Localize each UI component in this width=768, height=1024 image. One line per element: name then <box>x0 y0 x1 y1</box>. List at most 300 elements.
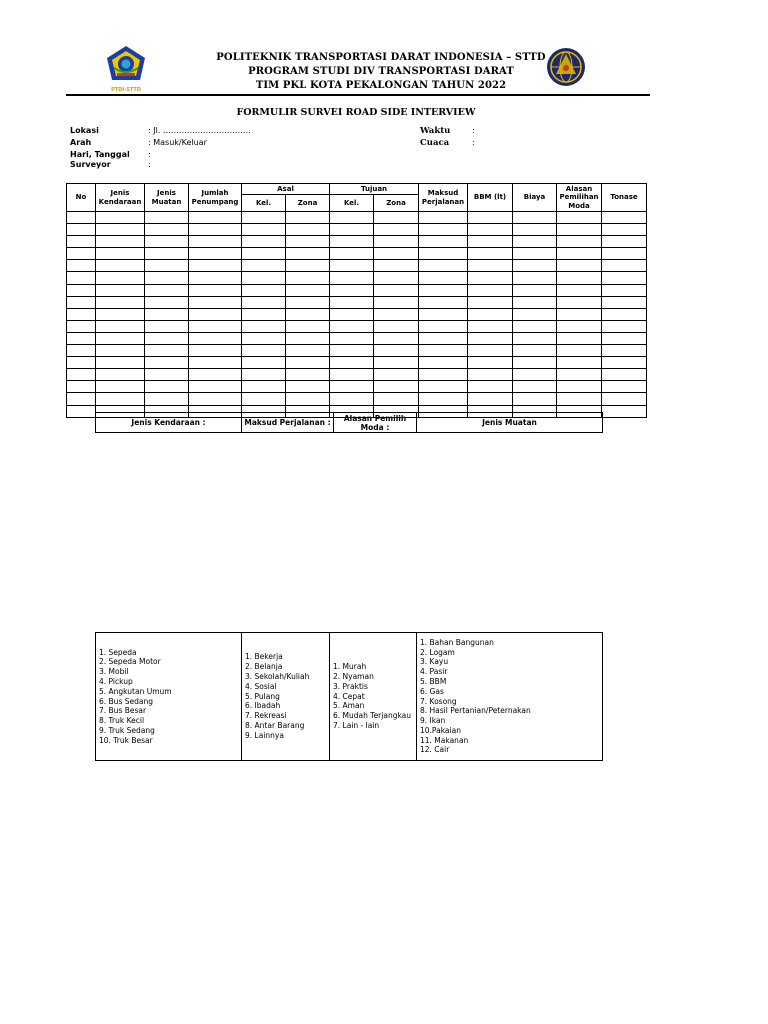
table-cell[interactable] <box>557 332 602 344</box>
list-item: 3. Sekolah/Kuliah <box>245 672 310 681</box>
list-item: 5. Aman <box>333 701 365 711</box>
table-cell[interactable] <box>419 369 468 381</box>
table-cell[interactable] <box>67 284 96 296</box>
table-cell[interactable] <box>145 357 189 369</box>
list-item: 6. Bus Sedang <box>99 696 153 706</box>
table-cell[interactable] <box>468 224 513 236</box>
table-cell[interactable] <box>419 308 468 320</box>
table-cell[interactable] <box>189 236 242 248</box>
legend-head-maksud: Maksud Perjalanan : <box>242 413 334 433</box>
table-cell[interactable] <box>468 381 513 393</box>
table-cell[interactable] <box>189 296 242 308</box>
list-item: 5. BBM <box>420 676 447 686</box>
table-cell[interactable] <box>67 369 96 381</box>
table-cell[interactable] <box>96 369 145 381</box>
table-cell[interactable] <box>96 345 145 357</box>
table-cell[interactable] <box>468 393 513 405</box>
table-cell[interactable] <box>286 248 330 260</box>
table-cell[interactable] <box>557 212 602 224</box>
table-cell[interactable] <box>468 332 513 344</box>
col-header-tujuan-kel: Kel. <box>330 195 374 212</box>
waktu-label: Waktu <box>420 126 451 136</box>
table-cell[interactable] <box>67 260 96 272</box>
table-cell[interactable] <box>513 308 557 320</box>
table-cell[interactable] <box>374 308 419 320</box>
table-cell[interactable] <box>330 284 374 296</box>
table-cell[interactable] <box>602 248 647 260</box>
table-cell[interactable] <box>330 345 374 357</box>
arah-field[interactable]: : Masuk/Keluar <box>148 138 207 147</box>
table-cell[interactable] <box>513 393 557 405</box>
table-row <box>67 236 647 248</box>
table-cell[interactable] <box>602 381 647 393</box>
table-cell[interactable] <box>468 260 513 272</box>
table-cell[interactable] <box>602 308 647 320</box>
list-item: 8. Truk Kecil <box>99 716 145 726</box>
table-cell[interactable] <box>468 248 513 260</box>
list-item: 1. Murah <box>333 662 367 672</box>
table-cell[interactable] <box>374 369 419 381</box>
table-cell[interactable] <box>67 320 96 332</box>
table-cell[interactable] <box>330 260 374 272</box>
table-cell[interactable] <box>419 284 468 296</box>
table-cell[interactable] <box>557 296 602 308</box>
table-cell[interactable] <box>96 381 145 393</box>
table-cell[interactable] <box>67 332 96 344</box>
table-cell[interactable] <box>189 332 242 344</box>
table-cell[interactable] <box>96 320 145 332</box>
table-cell[interactable] <box>96 248 145 260</box>
list-item: 1. Bahan Bangunan <box>420 637 494 647</box>
table-row <box>67 357 647 369</box>
table-cell[interactable] <box>96 260 145 272</box>
table-cell[interactable] <box>96 296 145 308</box>
table-cell[interactable] <box>145 296 189 308</box>
table-cell[interactable] <box>67 212 96 224</box>
table-cell[interactable] <box>330 393 374 405</box>
list-item: 7. Kosong <box>420 696 457 706</box>
table-cell[interactable] <box>242 357 286 369</box>
legend-head-alasan: Alasan Pemilih Moda : <box>334 413 417 433</box>
table-cell[interactable] <box>286 236 330 248</box>
table-cell[interactable] <box>513 357 557 369</box>
table-cell[interactable] <box>557 369 602 381</box>
table-row <box>67 332 647 344</box>
table-row <box>67 320 647 332</box>
table-cell[interactable] <box>145 284 189 296</box>
table-cell[interactable] <box>374 296 419 308</box>
hari-tanggal-field[interactable]: : <box>148 150 151 159</box>
table-cell[interactable] <box>286 272 330 284</box>
header-divider <box>66 94 650 96</box>
table-cell[interactable] <box>286 320 330 332</box>
table-cell[interactable] <box>602 224 647 236</box>
table-cell[interactable] <box>189 248 242 260</box>
table-cell[interactable] <box>145 272 189 284</box>
table-cell[interactable] <box>419 357 468 369</box>
col-header-tujuan-zona: Zona <box>374 195 419 212</box>
surveyor-field[interactable]: : <box>148 160 151 169</box>
table-cell[interactable] <box>513 272 557 284</box>
table-cell[interactable] <box>602 405 647 417</box>
table-cell[interactable] <box>189 381 242 393</box>
table-cell[interactable] <box>602 296 647 308</box>
table-cell[interactable] <box>419 345 468 357</box>
table-cell[interactable] <box>189 224 242 236</box>
list-item: 1. Sepeda <box>99 647 137 657</box>
table-cell[interactable] <box>242 284 286 296</box>
table-cell[interactable] <box>419 332 468 344</box>
table-cell[interactable] <box>513 381 557 393</box>
table-cell[interactable] <box>419 320 468 332</box>
svg-text:PTDI-STTD: PTDI-STTD <box>111 87 141 93</box>
table-cell[interactable] <box>96 332 145 344</box>
table-cell[interactable] <box>513 320 557 332</box>
table-cell[interactable] <box>557 260 602 272</box>
table-cell[interactable] <box>145 224 189 236</box>
table-cell[interactable] <box>189 345 242 357</box>
table-cell[interactable] <box>419 272 468 284</box>
table-cell[interactable] <box>286 369 330 381</box>
table-cell[interactable] <box>286 345 330 357</box>
table-cell[interactable] <box>189 260 242 272</box>
table-cell[interactable] <box>513 332 557 344</box>
table-row <box>67 224 647 236</box>
table-cell[interactable] <box>374 248 419 260</box>
col-header-alasan: Alasan Pemilihan Moda <box>557 184 602 212</box>
table-cell[interactable] <box>374 224 419 236</box>
table-cell[interactable] <box>513 248 557 260</box>
table-row <box>67 369 647 381</box>
table-cell[interactable] <box>242 212 286 224</box>
table-cell[interactable] <box>468 212 513 224</box>
table-cell[interactable] <box>602 272 647 284</box>
col-header-no: No <box>67 184 96 212</box>
table-cell[interactable] <box>145 212 189 224</box>
table-cell[interactable] <box>374 284 419 296</box>
table-cell[interactable] <box>468 308 513 320</box>
list-item: 3. Praktis <box>333 681 368 691</box>
table-row <box>67 345 647 357</box>
table-cell[interactable] <box>419 236 468 248</box>
table-cell[interactable] <box>67 272 96 284</box>
table-cell[interactable] <box>330 272 374 284</box>
table-cell[interactable] <box>145 381 189 393</box>
table-cell[interactable] <box>557 345 602 357</box>
table-cell[interactable] <box>468 236 513 248</box>
table-cell[interactable] <box>286 224 330 236</box>
table-cell[interactable] <box>67 248 96 260</box>
list-item: 9. Ikan <box>420 716 446 726</box>
table-cell[interactable] <box>242 320 286 332</box>
table-row <box>67 260 647 272</box>
table-cell[interactable] <box>557 236 602 248</box>
table-row <box>67 284 647 296</box>
table-cell[interactable] <box>189 369 242 381</box>
table-cell[interactable] <box>330 236 374 248</box>
table-cell[interactable] <box>189 284 242 296</box>
table-cell[interactable] <box>374 236 419 248</box>
table-cell[interactable] <box>145 248 189 260</box>
cuaca-label: Cuaca <box>420 138 450 148</box>
table-cell[interactable] <box>145 369 189 381</box>
table-cell[interactable] <box>286 260 330 272</box>
table-cell[interactable] <box>189 212 242 224</box>
table-cell[interactable] <box>67 308 96 320</box>
table-cell[interactable] <box>96 224 145 236</box>
col-header-bbm: BBM (lt) <box>468 184 513 212</box>
list-item: 8. Antar Barang <box>245 720 305 730</box>
table-cell[interactable] <box>419 248 468 260</box>
table-cell[interactable] <box>513 212 557 224</box>
table-row <box>67 393 647 405</box>
table-cell[interactable] <box>145 260 189 272</box>
table-cell[interactable] <box>67 224 96 236</box>
table-cell[interactable] <box>330 248 374 260</box>
table-cell[interactable] <box>96 236 145 248</box>
table-cell[interactable] <box>513 369 557 381</box>
table-cell[interactable] <box>96 284 145 296</box>
table-cell[interactable] <box>286 308 330 320</box>
table-cell[interactable] <box>468 320 513 332</box>
table-cell[interactable] <box>330 381 374 393</box>
table-cell[interactable] <box>374 381 419 393</box>
table-cell[interactable] <box>419 393 468 405</box>
table-cell[interactable] <box>145 345 189 357</box>
table-cell[interactable] <box>330 224 374 236</box>
list-item: 4. Cepat <box>333 691 365 701</box>
table-cell[interactable] <box>419 260 468 272</box>
table-cell[interactable] <box>557 381 602 393</box>
table-cell[interactable] <box>145 308 189 320</box>
table-cell[interactable] <box>145 320 189 332</box>
header-team: TIM PKL KOTA PEKALONGAN TAHUN 2022 <box>255 80 507 91</box>
table-cell[interactable] <box>374 320 419 332</box>
table-cell[interactable] <box>602 357 647 369</box>
list-item: 9. Lainnya <box>245 730 284 740</box>
table-cell[interactable] <box>374 332 419 344</box>
col-header-maksud: Maksud Perjalanan <box>419 184 468 212</box>
list-item: 6. Ibadah <box>245 701 281 711</box>
table-cell[interactable] <box>557 308 602 320</box>
table-cell[interactable] <box>96 357 145 369</box>
table-cell[interactable] <box>557 393 602 405</box>
table-cell[interactable] <box>330 296 374 308</box>
table-cell[interactable] <box>145 236 189 248</box>
table-cell[interactable] <box>513 296 557 308</box>
table-cell[interactable] <box>419 296 468 308</box>
legend-muatan-cell <box>417 633 603 761</box>
table-cell[interactable] <box>468 345 513 357</box>
list-item: 5. Angkutan Umum <box>99 686 172 696</box>
table-cell[interactable] <box>468 272 513 284</box>
list-item: 2. Logam <box>420 647 455 657</box>
col-header-biaya: Biaya <box>513 184 557 212</box>
table-cell[interactable] <box>242 332 286 344</box>
arah-label: Arah <box>70 138 92 147</box>
table-cell[interactable] <box>374 212 419 224</box>
table-cell[interactable] <box>96 393 145 405</box>
surveyor-label: Surveyor <box>70 160 111 169</box>
table-cell[interactable] <box>602 332 647 344</box>
table-cell[interactable] <box>67 393 96 405</box>
table-cell[interactable] <box>513 260 557 272</box>
table-cell[interactable] <box>242 260 286 272</box>
form-title: FORMULIR SURVEI ROAD SIDE INTERVIEW <box>236 107 476 118</box>
list-item: 12. Cair <box>420 745 450 755</box>
lokasi-field[interactable]: : Jl. …………………………… <box>148 126 251 135</box>
table-cell[interactable] <box>602 345 647 357</box>
table-cell[interactable] <box>67 236 96 248</box>
table-cell[interactable] <box>557 248 602 260</box>
list-item: 8. Hasil Pertanian/Peternakan <box>420 706 531 716</box>
col-header-tonase: Tonase <box>602 184 647 212</box>
col-header-jumlah-penumpang: Jumlah Penumpang <box>189 184 242 212</box>
waktu-field[interactable]: : <box>472 126 475 135</box>
table-cell[interactable] <box>286 381 330 393</box>
table-cell[interactable] <box>602 212 647 224</box>
table-cell[interactable] <box>145 393 189 405</box>
table-cell[interactable] <box>557 357 602 369</box>
list-item: 2. Sepeda Motor <box>99 657 161 667</box>
table-cell[interactable] <box>242 393 286 405</box>
table-cell[interactable] <box>286 393 330 405</box>
table-cell[interactable] <box>374 345 419 357</box>
legend-kendaraan-list <box>99 648 241 746</box>
table-cell[interactable] <box>242 236 286 248</box>
table-cell[interactable] <box>330 369 374 381</box>
table-cell[interactable] <box>557 284 602 296</box>
table-cell[interactable] <box>189 320 242 332</box>
table-cell[interactable] <box>242 381 286 393</box>
table-cell[interactable] <box>330 212 374 224</box>
list-item: 4. Pasir <box>420 667 448 677</box>
list-item: 2. Belanja <box>245 662 283 672</box>
table-cell[interactable] <box>96 308 145 320</box>
table-cell[interactable] <box>602 260 647 272</box>
table-cell[interactable] <box>145 332 189 344</box>
legend-alasan-list <box>333 662 416 731</box>
table-cell[interactable] <box>67 405 96 417</box>
table-row <box>67 212 647 224</box>
list-item: 7. Lain - lain <box>333 720 380 730</box>
table-cell[interactable] <box>468 357 513 369</box>
table-cell[interactable] <box>374 272 419 284</box>
table-cell[interactable] <box>513 224 557 236</box>
table-cell[interactable] <box>330 332 374 344</box>
table-cell[interactable] <box>374 393 419 405</box>
table-cell[interactable] <box>242 369 286 381</box>
table-cell[interactable] <box>286 357 330 369</box>
table-cell[interactable] <box>242 224 286 236</box>
table-cell[interactable] <box>67 357 96 369</box>
table-cell[interactable] <box>330 357 374 369</box>
table-cell[interactable] <box>286 212 330 224</box>
lokasi-label: Lokasi <box>70 126 99 135</box>
list-item: 6. Gas <box>420 686 444 696</box>
list-item: 1. Bekerja <box>245 652 283 662</box>
legend-body-table <box>95 632 603 761</box>
table-cell[interactable] <box>286 296 330 308</box>
table-cell[interactable] <box>67 381 96 393</box>
table-cell[interactable] <box>96 272 145 284</box>
list-item: 3. Kayu <box>420 657 449 667</box>
col-header-tujuan: Tujuan <box>330 184 419 195</box>
table-cell[interactable] <box>286 284 330 296</box>
list-item: 2. Nyaman <box>333 672 374 681</box>
legend-maksud-list <box>245 652 329 740</box>
col-header-asal-kel: Kel. <box>242 195 286 212</box>
table-cell[interactable] <box>242 308 286 320</box>
table-cell[interactable] <box>374 357 419 369</box>
table-cell[interactable] <box>557 224 602 236</box>
table-cell[interactable] <box>602 236 647 248</box>
table-row <box>67 296 647 308</box>
table-cell[interactable] <box>557 320 602 332</box>
hari-tanggal-label: Hari, Tanggal <box>70 150 130 159</box>
table-cell[interactable] <box>67 296 96 308</box>
table-cell[interactable] <box>468 284 513 296</box>
legend-head-muatan: Jenis Muatan <box>417 413 603 433</box>
list-item: 10. Truk Besar <box>99 735 153 745</box>
table-cell[interactable] <box>189 308 242 320</box>
legend-header-table <box>95 412 603 433</box>
table-cell[interactable] <box>419 224 468 236</box>
legend-maksud-cell <box>242 633 330 761</box>
table-cell[interactable] <box>242 272 286 284</box>
table-cell[interactable] <box>468 369 513 381</box>
table-cell[interactable] <box>242 345 286 357</box>
list-item: 9. Truk Sedang <box>99 725 155 735</box>
table-cell[interactable] <box>468 296 513 308</box>
col-header-jenis-muatan: Jenis Muatan <box>145 184 189 212</box>
list-item: 6. Mudah Terjangkau <box>333 711 412 721</box>
legend-head-kendaraan: Jenis Kendaraan : <box>96 413 242 433</box>
table-cell[interactable] <box>330 308 374 320</box>
table-cell[interactable] <box>242 296 286 308</box>
table-cell[interactable] <box>513 345 557 357</box>
table-cell[interactable] <box>67 345 96 357</box>
table-cell[interactable] <box>513 284 557 296</box>
table-cell[interactable] <box>602 320 647 332</box>
table-cell[interactable] <box>242 248 286 260</box>
table-cell[interactable] <box>602 284 647 296</box>
table-cell[interactable] <box>189 357 242 369</box>
table-cell[interactable] <box>513 236 557 248</box>
legend-alasan-cell <box>330 633 417 761</box>
table-cell[interactable] <box>419 381 468 393</box>
table-cell[interactable] <box>286 332 330 344</box>
list-item: 3. Mobil <box>99 667 129 677</box>
table-cell[interactable] <box>602 393 647 405</box>
list-item: 11. Makanan <box>420 735 469 745</box>
table-cell[interactable] <box>374 260 419 272</box>
table-row <box>67 248 647 260</box>
table-cell[interactable] <box>96 212 145 224</box>
table-cell[interactable] <box>189 272 242 284</box>
list-item: 4. Pickup <box>99 676 133 686</box>
legend-kendaraan-cell <box>96 633 242 761</box>
table-cell[interactable] <box>330 320 374 332</box>
table-cell[interactable] <box>189 393 242 405</box>
cuaca-field[interactable]: : <box>472 138 475 147</box>
survey-table <box>66 183 647 418</box>
table-cell[interactable] <box>557 272 602 284</box>
table-cell[interactable] <box>602 369 647 381</box>
header-institution: POLITEKNIK TRANSPORTASI DARAT INDONESIA – STTD <box>216 52 546 63</box>
list-item: 7. Bus Besar <box>99 706 147 716</box>
table-cell[interactable] <box>419 212 468 224</box>
